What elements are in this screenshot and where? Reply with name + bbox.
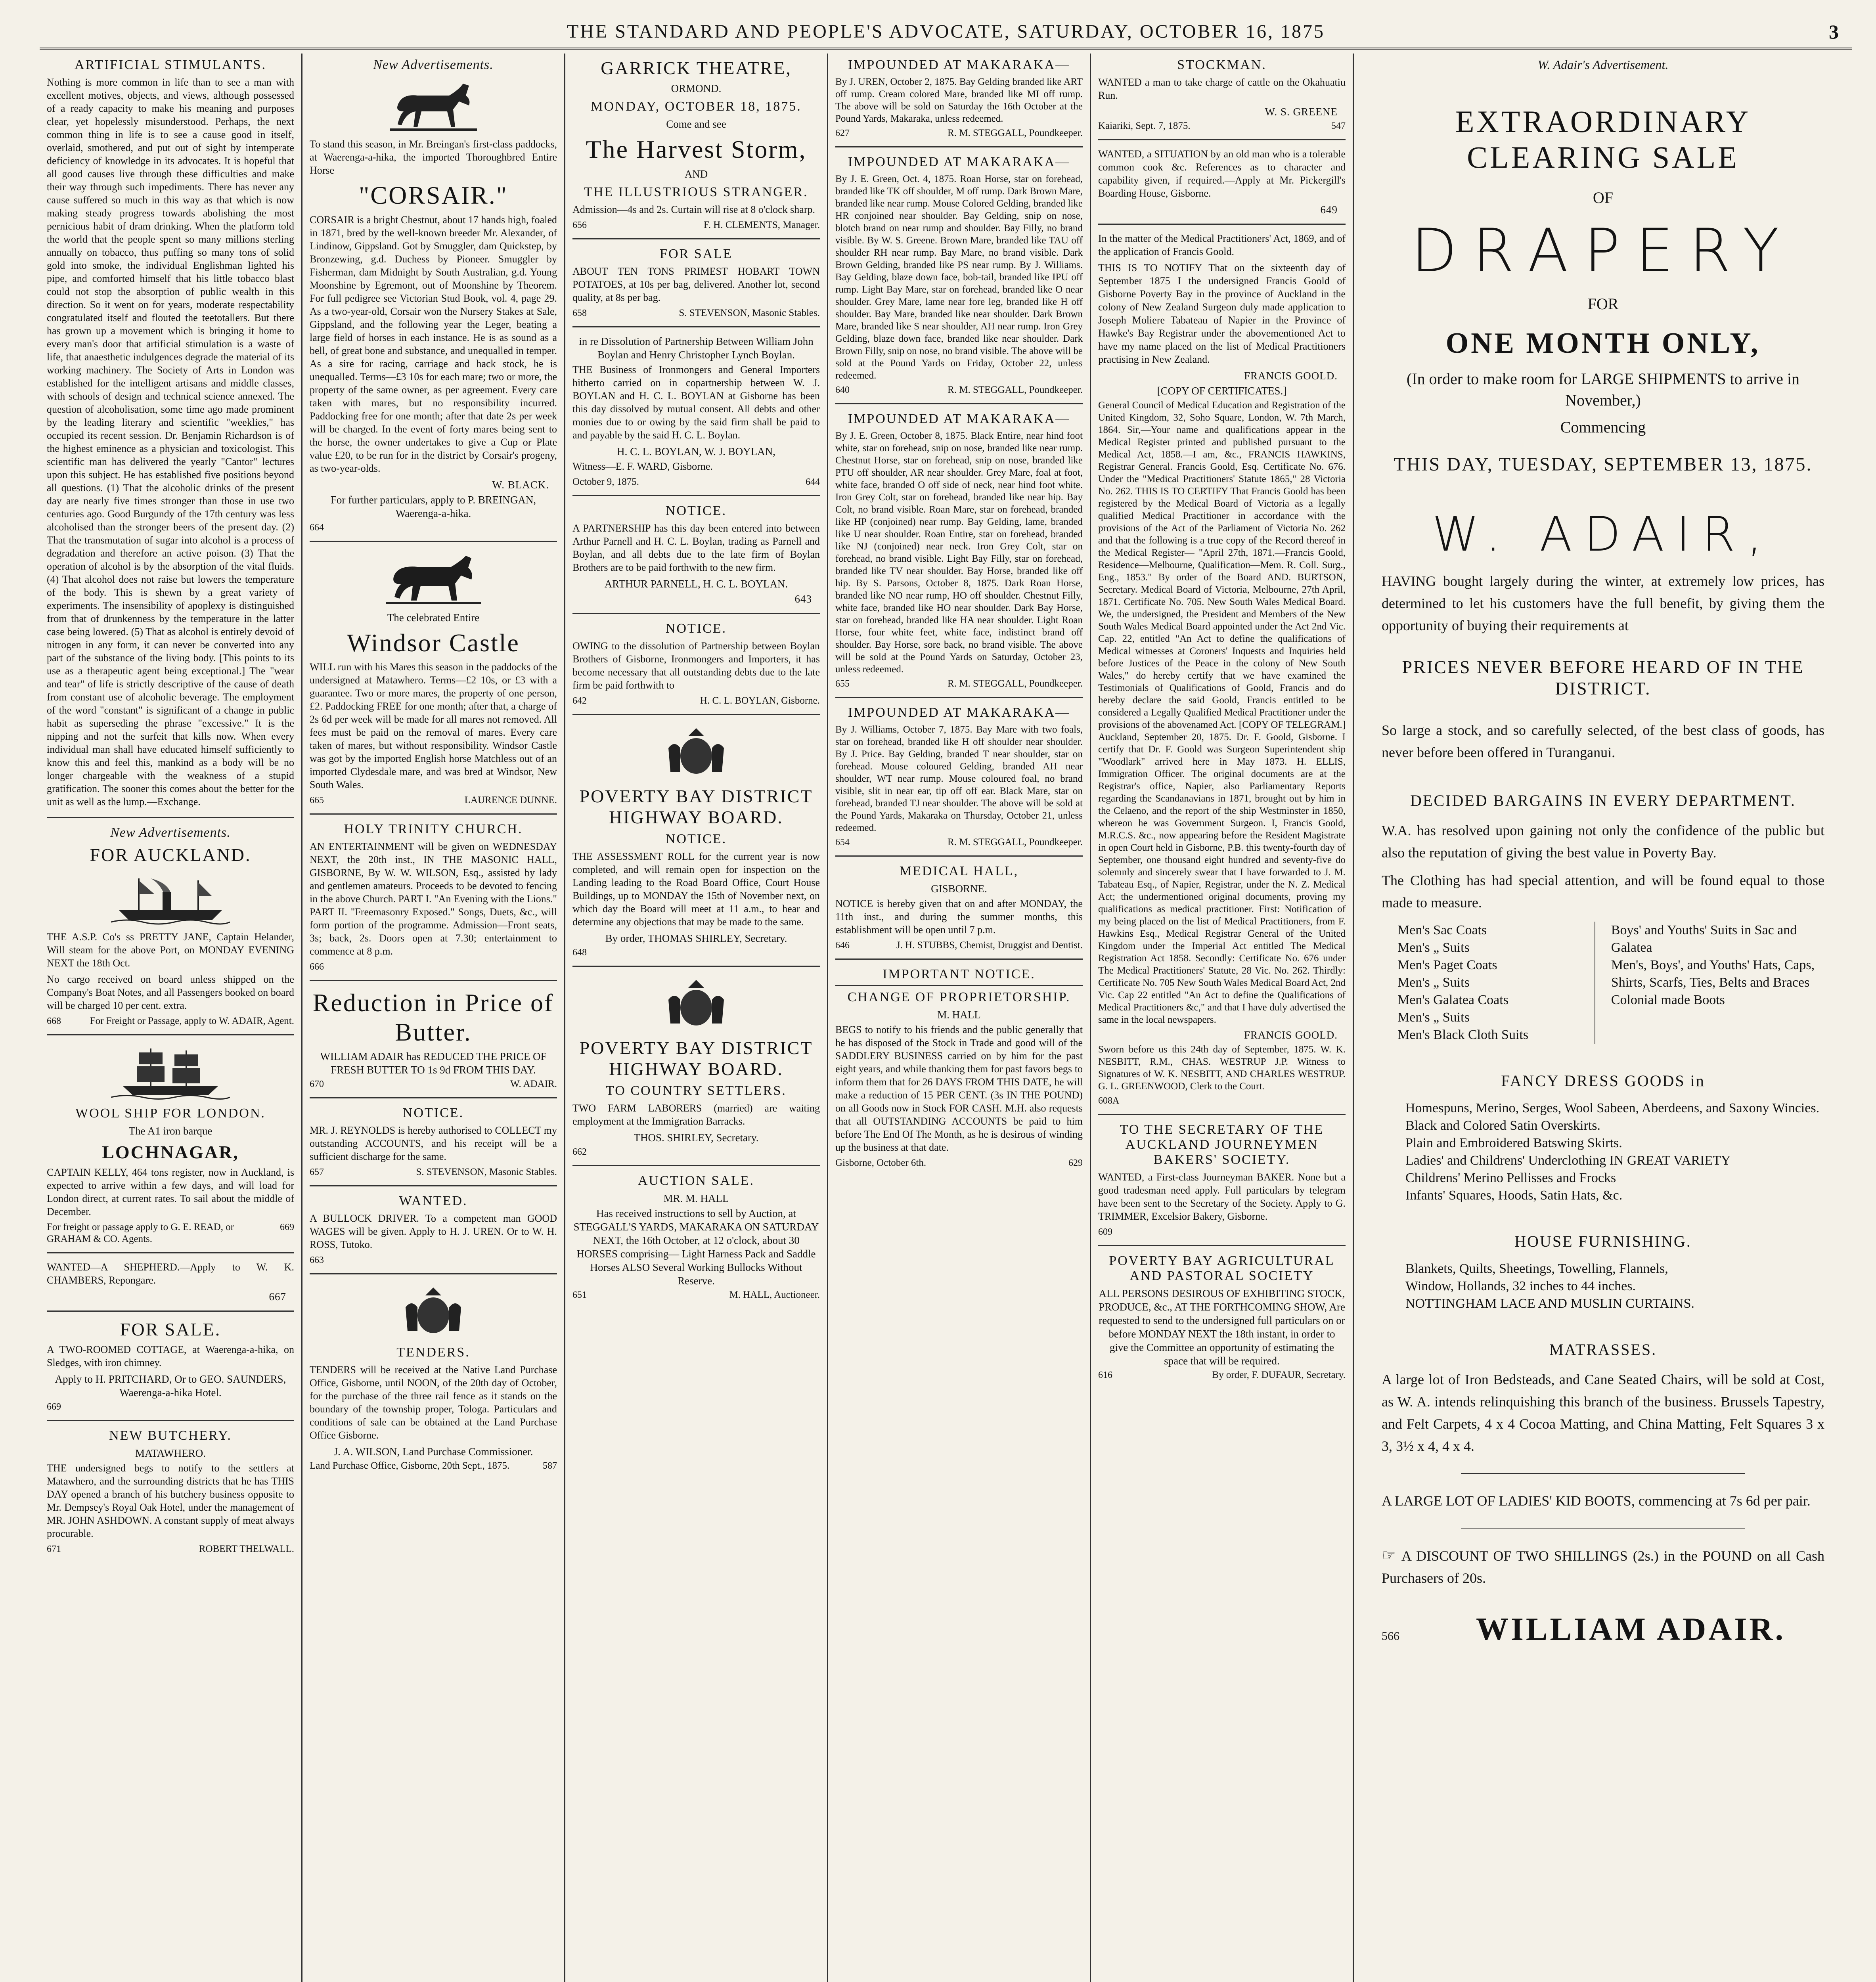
ad-number: 657 [310, 1167, 324, 1178]
steamship-icon [111, 870, 230, 926]
ad-number: 651 [572, 1289, 587, 1300]
ad-number: 616 [1098, 1370, 1112, 1380]
ad-heading: IMPOUNDED AT MAKARAKA— [848, 411, 1070, 426]
ad-footer [1098, 120, 1346, 132]
ad-body: By J. E. Green, Oct. 4, 1875. Roan Horse, star on forehead, branded like TK off shoulder, M off rump. Dark Brown Mare, branded like near rump. Mouse Colored Gelding, branded like HR conjoined near shoulder. Bay Gelding, snip on nose, blotch brand on near rump and shoulder. Bay Filly, no brand visible. By W. S. Greene. Brown Mare, branded like TAU off shoulder RH near rump. Bay Mare, no brand visible. Dark Brown Gelding, branded like PS near rump. By J. Williams. Bay Gelding, blaze down face, bob-tail, branded like IPU off rump. Light Bay Mare, star on forehead, branded like O near shoulder. Grey Mare, lame near fore leg, branded like H off shoulder. Bay Mare, branded like near shoulder. Dark Brown Mare, branded like S near shoulder, AH near rump. Iron Grey Gelding, blaze down face, branded like near shoulder. Dark Brown Filly, snip on nose, no brand visible. The above will be sold at the Pound Yards on Friday, October 22, unless redeemed. [835, 174, 1083, 381]
ad-number: 566 [1382, 1630, 1399, 1643]
adair-date: THIS DAY, TUESDAY, SEPTEMBER 13, 1875. [1394, 454, 1813, 475]
ad-heading: TO THE SECRETARY OF THE AUCKLAND JOURNEYMEN BAKERS' SOCIETY. [1120, 1122, 1324, 1167]
royal-crest-icon [637, 976, 756, 1031]
adair-final-name: WILLIAM ADAIR. [1476, 1611, 1786, 1647]
ad-heading: NOTICE. [665, 503, 727, 518]
clothing-item: Men's Black Cloth Suits [1397, 1027, 1529, 1042]
ad-body: CAPTAIN KELLY, 464 tons register, now in Auckland, is expected to arrive within a few days, and will load for London direct, at current rates. To sail about the middle of December. [47, 1167, 294, 1217]
masthead-title: THE STANDARD AND PEOPLE'S ADVOCATE, SATURDAY, OCTOBER 16, 1875 [567, 21, 1325, 42]
adair-discount-text: A DISCOUNT OF TWO SHILLINGS (2s.) in the POUND on all Cash Purchasers of 20s. [1382, 1548, 1824, 1586]
ad-signature [47, 1221, 294, 1245]
ad-note: No cargo received on board unless shipped on the Company's Boat Notes, and all Passengers booked on board will be charged 10 per cent. extra. [47, 974, 294, 1011]
ad-number: 587 [543, 1461, 557, 1471]
adair-drapery: DRAPERY [1411, 216, 1795, 285]
ad-body: WANTED—A SHEPHERD.—Apply to W. K. CHAMBERS, Repongare. [47, 1261, 294, 1286]
ad-body: WANTED, a SITUATION by an old man who is a tolerable common cook &c. References as to character and capability given, if required.—Apply at Mr. Pickergill's Boarding House, Gisborne. [1098, 148, 1346, 199]
ad-body: TWO FARM LABORERS (married) are waiting employment at the Immigration Barracks. [572, 1102, 820, 1127]
ad-body: ABOUT TEN TONS PRIMEST HOBART TOWN POTATOES, at 10s per bag, delivered. Another lot, second quality, at 8s per bag. [572, 265, 820, 303]
ad-body: BEGS to notify to his friends and the public generally that he has disposed of the Stock in Trade and good will of the SADDLERY BUSINESS carried on by him for the past eight years, and while thanking them for past favors begs to inform them that for 26 DAYS FROM THIS DATE, he will make a reduction of 15 PER CENT. (3s IN THE POUND) on all Goods now in Stock FOR CASH. M.H. also requests that all OUTSTANDING ACCOUNTS be paid to him before The End Of The Month, as he is desirous of winding up the business at that date. [835, 1024, 1083, 1153]
ad-number: 649 [1320, 204, 1338, 216]
fancy-item: Plain and Embroidered Batswing Skirts. [1405, 1136, 1622, 1150]
ad-heading: GARRICK THEATRE, [601, 58, 792, 78]
horse-icon [374, 78, 493, 133]
ad-date: October 9, 1875. [572, 476, 639, 487]
ad-number: 671 [47, 1544, 61, 1554]
adair-for: FOR [1587, 295, 1619, 313]
ad-signature [47, 1543, 294, 1555]
ad-number: 669 [47, 1402, 61, 1412]
ad-bakers-society [1098, 1122, 1346, 1246]
adair-para-2: So large a stock, and so carefully selected, of the best class of goods, has never before been offered in Turanganui. [1382, 722, 1824, 760]
ad-heading: STOCKMAN. [1177, 57, 1267, 72]
fancy-item: Homespuns, Merino, Serges, Wool Sabeen, Aberdeens, and Saxony Wincies. [1405, 1101, 1820, 1115]
ad-signature-text: For freight or passage apply to G. E. READ, or GRAHAM & CO. Agents. [47, 1222, 234, 1244]
ad-footer [1098, 1226, 1346, 1238]
steamship-cut [47, 869, 294, 928]
adair-clothing-list [1382, 922, 1824, 1044]
ad-number: 665 [310, 795, 324, 806]
fancy-item: Infants' Squares, Hoods, Satin Hats, &c. [1405, 1188, 1623, 1203]
ad-signature [572, 219, 820, 231]
ad-signature: ARTHUR PARNELL, H. C. L. BOYLAN. [604, 578, 788, 590]
ad-signature-text: ROBERT THELWALL. [199, 1544, 294, 1554]
fancy-item: Black and Colored Satin Overskirts. [1405, 1118, 1600, 1133]
ad-impounded-3 [835, 411, 1083, 698]
ad-number: 666 [310, 962, 324, 972]
ad-signature-text: R. M. STEGGALL, Poundkeeper. [948, 678, 1083, 689]
ad-number: 663 [310, 1255, 324, 1266]
sailing-ship-cut [47, 1043, 294, 1102]
columns [40, 54, 1852, 1982]
ad-wool-ship [47, 1043, 294, 1253]
ad-signature: By order, THOMAS SHIRLEY, Secretary. [605, 932, 787, 944]
ad-body: THE ASSESSMENT ROLL for the current year is now completed, and will remain open for inspection on the Landing leading to the Road Board Office, Court House Buildings, up to MONDAY the 15th of November next, on which day the Board will meet at 11 a.m., to hear and determine any objections that may be made to the same. [572, 850, 820, 928]
ad-body: OWING to the dissolution of Partnership between Boylan Brothers of Gisborne, Ironmongers and Importers, it has become necessary that all outstanding debts due to the late firm be paid forthwith to [572, 640, 820, 691]
ad-body: By J. UREN, October 2, 1875. Bay Gelding branded like ART off rump. Cream colored Mare, branded like MI off rump. The above will be sold on Saturday the 16th October at the Pound Yards, Makaraka, unless redeemed. [835, 77, 1083, 124]
ad-number: 656 [572, 220, 587, 230]
ad-and: AND [684, 168, 708, 180]
ad-footer [310, 522, 557, 534]
crest-cut [572, 722, 820, 782]
divider [835, 985, 1083, 986]
ad-for-sale-cottage [47, 1319, 294, 1421]
house-item: Window, Hollands, 32 inches to 44 inches. [1405, 1279, 1636, 1293]
ad-heading: NOTICE. [402, 1106, 464, 1121]
ad-heading: FOR AUCKLAND. [90, 845, 251, 865]
ad-number: 609 [1098, 1227, 1112, 1237]
ad-signature-text: S. STEVENSON, Masonic Stables. [416, 1167, 557, 1178]
certificates-heading: [COPY OF CERTIFICATES.] [1157, 385, 1287, 397]
ad-number: 648 [572, 947, 587, 958]
adair-of: OF [1593, 189, 1614, 207]
adair-matrasses-heading: MATRASSES. [1549, 1341, 1657, 1358]
adair-para-4: The Clothing has had special attention, and will be found equal to those made to measure. [1382, 872, 1824, 911]
house-item: NOTTINGHAM LACE AND MUSLIN CURTAINS. [1405, 1296, 1695, 1311]
ad-for-auckland [47, 844, 294, 1035]
ad-dissolution [572, 335, 820, 496]
ad-intro: To stand this season, in Mr. Breingan's first-class paddocks, at Waerenga-a-hika, the imported Thoroughbred Entire Horse [310, 138, 557, 176]
ad-date: Kaiariki, Sept. 7, 1875. [1098, 121, 1191, 131]
play-title-2: THE ILLUSTRIOUS STRANGER. [584, 184, 808, 199]
ad-body: WANTED a man to take charge of cattle on the Okahuatiu Run. [1098, 77, 1346, 101]
fancy-item: Childrens' Merino Pellisses and Frocks [1405, 1171, 1616, 1185]
adair-prices: PRICES NEVER BEFORE HEARD OF IN THE DISTRICT. [1402, 657, 1804, 698]
ad-number: 627 [835, 128, 850, 138]
ad-signature [47, 1015, 294, 1027]
column-2 [302, 54, 565, 1982]
column-4 [828, 54, 1091, 1982]
ad-signature [1098, 1369, 1346, 1381]
ad-subheading: TO COUNTRY SETTLERS. [606, 1083, 787, 1098]
ad-signature-text: By order, F. DUFAUR, Secretary. [1212, 1370, 1346, 1380]
clothing-item: Men's „ Suits [1397, 975, 1470, 990]
sailing-ship-icon [111, 1045, 230, 1100]
draught-horse-cut [310, 549, 557, 608]
ad-signature [835, 939, 1083, 951]
ad-subheading: ORMOND. [671, 82, 722, 94]
adair-name: W. ADAIR, [1432, 507, 1774, 562]
ad-notice-reynolds [310, 1106, 557, 1186]
ad-body: A BULLOCK DRIVER. To a competent man GOOD WAGES will be given. Apply to H. J. UREN. Or to W. H. ROSS, Tutoko. [310, 1213, 557, 1251]
ad-heading: POVERTY BAY AGRICULTURAL AND PASTORAL SOCIETY [1109, 1253, 1335, 1283]
ad-signature [572, 1289, 820, 1301]
ad-signature-text: F. H. CLEMENTS, Manager. [703, 219, 820, 230]
ad-wanted-shepherd [47, 1261, 294, 1312]
ad-signature-text: J. H. STUBBS, Chemist, Druggist and Dentist. [896, 940, 1083, 951]
ad-signature [572, 307, 820, 319]
adair-title: W. Adair's Advertisement. [1537, 57, 1669, 72]
ad-number: 670 [310, 1079, 324, 1090]
new-ads-heading: New Advertisements. [110, 825, 231, 840]
ad-signature [835, 384, 1083, 396]
clothing-item: Men's Paget Coats [1397, 958, 1497, 972]
ad-number: 662 [572, 1146, 587, 1157]
ad-situation-wanted [1098, 147, 1346, 225]
ad-signature [835, 678, 1083, 690]
column-5 [1091, 54, 1354, 1982]
ad-body: THE Business of Ironmongers and General Importers hitherto carried on in copartnership between W. J. BOYLAN and H. C. L. BOYLAN at Gisborne has been this day dissolved by mutual consent. All debts and other monies due to or owing by the said firm shall be paid to and payable by the said H. C. L. Boylan. [572, 363, 820, 441]
ad-body: THE undersigned begs to notify to the settlers at Matawhero, and the surrounding districts that he has THIS DAY opened a branch of his butchery business opposite to Mr. Dempsey's Royal Oak Hotel, under the management of MR. JOHN ASHDOWN. A constant supply of meat always procurable. [47, 1462, 294, 1539]
adair-matrasses-body: A large lot of Iron Bedsteads, and Cane Seated Chairs, will be sold at Cost, as W. A. intends relinquishing this branch of the business. Brussels Tapestry, and Felt Carpets, 4 x 4 Cocoa Matting, and China Matting, Felt Squares 3 x 3, 3½ x 4, 4 x 4. [1382, 1372, 1824, 1454]
article-heading: ARTIFICIAL STIMULANTS. [75, 57, 266, 72]
ad-body: WILLIAM ADAIR has REDUCED THE PRICE OF FRESH BUTTER TO 1s 9d FROM THIS DAY. [320, 1050, 547, 1076]
ad-subheading: GISBORNE. [931, 883, 987, 895]
horse-name: "CORSAIR." [359, 181, 508, 209]
ad-number: 664 [310, 522, 324, 533]
ad-garrick-theatre [572, 57, 820, 239]
ad-heading: Reduction in Price of Butter. [312, 989, 554, 1046]
divider [1461, 1473, 1745, 1474]
adair-kid-boots: A LARGE LOT OF LADIES' KID BOOTS, commencing at 7s 6d per pair. [1382, 1493, 1811, 1509]
ad-heading: IMPOUNDED AT MAKARAKA— [848, 57, 1070, 72]
adair-final [1382, 1595, 1824, 1664]
ad-signature-text: LAURENCE DUNNE. [464, 795, 557, 806]
divider [1461, 1528, 1745, 1529]
ad-number: 547 [1331, 121, 1346, 131]
adair-bargains: DECIDED BARGAINS IN EVERY DEPARTMENT. [1410, 792, 1796, 809]
ad-come: Come and see [666, 118, 726, 130]
ad-heading: MEDICAL HALL, [899, 864, 1019, 878]
ad-apply: For further particulars, apply to P. BREINGAN, Waerenga-a-hika. [330, 494, 536, 519]
ad-signature-text: R. M. STEGGALL, Poundkeeper. [948, 837, 1083, 848]
ad-signature: W. S. GREENE [1265, 106, 1338, 118]
ad-agricultural-society [1098, 1253, 1346, 1388]
ad-signature [310, 794, 557, 806]
ad-footer [572, 947, 820, 958]
horse-cut [310, 76, 557, 135]
ad-heading: in re Dissolution of Partnership Between William John Boylan and Henry Christopher Lynch Boylan. [579, 335, 814, 361]
ad-butter [310, 988, 557, 1098]
clothing-item: Men's Sac Coats [1397, 923, 1487, 937]
adair-house-heading: HOUSE FURNISHING. [1514, 1232, 1692, 1250]
ad-footer [310, 961, 557, 973]
clothing-item: Men's Galatea Coats [1397, 993, 1508, 1007]
ad-subheading: NOTICE. [665, 831, 727, 846]
ad-signature-text: W. ADAIR. [510, 1079, 557, 1090]
ad-medical-hall [835, 864, 1083, 960]
ad-notice-partnership [572, 503, 820, 614]
ad-footer [310, 1254, 557, 1266]
ad-potatoes [572, 247, 820, 327]
ad-witness: Witness—E. F. WARD, Gisborne. [572, 460, 713, 472]
ad-signature [835, 127, 1083, 139]
ad-auction-sale [572, 1173, 820, 1308]
ad-heading: AUCTION SALE. [638, 1173, 754, 1188]
ad-footer [47, 1401, 294, 1413]
ad-subheading: The A1 iron barque [128, 1125, 212, 1137]
ad-signature: W. BLACK. [492, 478, 549, 491]
adair-paren: (In order to make room for LARGE SHIPMENTS to arrive in November,) [1407, 370, 1799, 409]
page-number: 3 [1829, 21, 1840, 43]
article-body: Nothing is more common in life than to see a man with excellent motives, objects, and views, although possessed of a ready capacity to make his meaning and purposes clear, yet hopelessly misunderstood. Perhaps, the next common thing in life is to see a cause good in itself, overlaid, smothered, and put out of sight by intemperate deficiency of knowledge in its advocates. It is hopeful that all good causes live through these difficulties and make their way through such impediments. There has never any cause suffered so much in this way as that which is now making steady progress towards abolishing the most pernicious habit of dram drinking. When the platform told the world that the people spent so many millions sterling annually on tobacco, thus puffing so many tons of solid gold into smoke, the individual Englishman lighted his pipe, and comforted himself that his little tobacco blast could not stop the absorption of public wealth in this direction. So it went on for years, moderate respectability congratulated itself and flouted the teetotallers. But there has grown up a movement which is bringing it home to every man's door that artificial stimulation is a waste of life, that anaesthetic indulgences degrade the material of its working machinery. The Society of Arts in London was established for the intelligent artisans and middle classes, with schools of design and technical science annexed. The question of alcoholisation, some time ago made prominent by the leading literary and scientific "weeklies," has occupied its recent session. Dr. Benjamin Richardson is of the highest eminence as a physician and toxicologist. This scientific man has delivered the yearly "Cantor" lectures upon this subject. He has established five positions beyond all questions. (1) That the alcoholic drinks of the present day are nearly five times stronger than those in use two centuries ago. Good Burgundy of the 17th century was less alcoholised than the stronger beers of the present day. (2) That the transmutation of sugar into alcohol is a process of degradation and therefore an active poison. (3) That the operation of alcohol is by the absorption of the vital fluids. (4) That alcohol does not raise but lowers the temperature of the body. This is shewn by a great variety of experiments. The insensibility of apoplexy is distinguished from that of drunkenness by the temperature in the latter case being lowered. (5) That as alcohol is entirely devoid of nitrogen in any form, it can never be converted into any part of the substance of the living body. [This points to its use as a therapeutic agent being exceptional.] The "wear and tear" of life is strictly descriptive of the cause of death from constant use of alcoholic beverage. The employment of the word "constant" is significant of a change in public habit as superseding the phrase "excessive." It is the nipping and not the surfeit that kills now. When every individual man shall have educated himself sufficiently to know this and feel this, mankind as a body will be no longer chargeable with the weakness of a stupid gratification. The sooner this comes about the better for the unit as well as the lump.—Exchange. [47, 77, 294, 807]
crest-cut [310, 1282, 557, 1341]
ad-intro: The celebrated Entire [387, 611, 480, 624]
ad-body: Has received instructions to sell by Auction, at STEGGALL'S YARDS, MAKARAKA ON SATURDAY NEXT, the 16th October, at 12 o'clock, about 30 HORSES comprising— Light Harness Pack and Saddle Horses ALSO Several Working Bullocks Without Reserve. [573, 1207, 819, 1287]
clothing-item: Boys' and Youths' Suits in Sac and Galatea [1611, 923, 1797, 955]
ad-signature-text: R. M. STEGGALL, Poundkeeper. [948, 385, 1083, 395]
clothing-item: Men's „ Suits [1397, 1010, 1470, 1025]
ad-footer [835, 1157, 1083, 1169]
play-title-1: The Harvest Storm, [586, 135, 807, 163]
crest-cut [572, 974, 820, 1033]
ad-body: TENDERS will be received at the Native Land Purchase Office, Gisborne, until NOON, of the 20th day of October, for the purchase of the three rail fence as it stands on the boundary of the township proper, Tologa. Particulars and conditions of sale can be obtained at the Land Purchase Office Gisborne. [310, 1364, 557, 1441]
ad-heading: NOTICE. [665, 621, 727, 636]
ad-heading: TENDERS. [396, 1345, 470, 1360]
royal-crest-icon [637, 724, 756, 780]
ad-holy-trinity [310, 822, 557, 981]
ad-signature-text: For Freight or Passage, apply to W. ADAIR, Agent. [90, 1016, 294, 1026]
ad-heading: POVERTY BAY DISTRICT HIGHWAY BOARD. [579, 1037, 813, 1079]
adair-para-1: HAVING bought largely during the winter, at extremely low prices, has determined to let his customers have the full benefit, by giving them the opportunity of buying their requirements at [1382, 573, 1824, 633]
clothing-list-left [1382, 922, 1595, 1044]
ad-admission: Admission—4s and 2s. Curtain will rise at 8 o'clock sharp. [572, 203, 815, 215]
ad-heading: CHANGE OF PROPRIETORSHIP. [847, 990, 1071, 1004]
certificates-body: General Council of Medical Education and Registration of the United Kingdom, 32, Soho Square, London, W. 7th March, 1864. Sir,—Your name and qualifications appear in the Medical Register printed and published pursuant to the Medical Act, 1858.—I am, &c., FRANCIS HAWKINS, Registrar General. Francis Goold, Esq. Certificate No. 676. Under the "Medical Practitioners' Statute 1865," 28 Victoria No. 262. THIS IS TO CERTIFY That Francis Goold has been registered by the Medical Board of Victoria as a legally qualified Medical Practitioner in accordance with the provisions of the Act of the Parliament of Victoria No. 262 and that the following is a true copy of the Record thereof in the Medical Register— "April 27th, 1871.—Francis Goold, Residence—Melbourne, Qualification—Mem. R. Coll. Surg., Eng., 1853." By order of the Board AND. BURTSON, Secretary. Medical Board of Victoria, Melbourne, 27th April, 1871. Certificate No. 705. New South Wales Medical Board. We, the undersigned, the President and Members of the New South Wales Medical Board appointed under the Act 2nd Vic. Cap. 22, entitled "An Act to define the qualifications of Medical witnesses at Coroners' Inquests and Inquiries held before Justices of the Peace in the colony of New South Wales," do hereby certify that we have examined the Testimonials of Qualifications of Goold, Francis and do hereby declare the said Goold, Francis entitled to be considered a Legally Qualified Medical Practitioner under the provisions of the abovenamed Act. [COPY OF TELEGRAM.] Auckland, September 20, 1875. Dr. F. Goold, Gisborne. I certify that Dr. F. Goold was Surgeon Superintendent ship "Woodlark" arrived here in May 1873. H. ELLIS, Immigration Officer. The original documents are at the Registrar's office, Napier, also Parliamentary Reports regarding the Scandanavians in 1871, brought out by him in the Celaeno, and the report of the ship Westminster in 1850, whereon he was Government Surgeon. I, Francis Goold, M.R.C.S. &c., now appearing before the Resident Magistrate in open Court held in Gisborne, P.B. this twenty-fourth day of September, one thousand eight hundred and seventy-five do solemnly and sincerely swear that I have forwarded to J. M. Tabateau Esq., of Napier, Registrar, under the N. Z. Medical Act; the undermentioned original documents, proving my qualifications as medical practitioner. First: Notification of my being placed on the list of Medical Practitioners, from F. Hawkins Esq., Medical Registrar General of the United Kingdom under the Imperial Act entitled The Medical Registration Act 1858. Secondly: Certificate No. 676 under The Medical Practitioners' Statute, 28 Vic. No. 262. Thirdly: Certificate No. 705 New South Wales Medical Board Act, 2nd Vic. Cap 22 entitled "An Act to define the Qualifications of Medical Practitioners &c," and that I have duly advertised the same in the local newspapers. [1098, 400, 1346, 1025]
adair-headline: EXTRAORDINARY CLEARING SALE [1455, 104, 1751, 174]
clothing-item: Colonial made Boots [1611, 993, 1725, 1007]
ad-heading: WOOL SHIP FOR LONDON. [75, 1106, 266, 1121]
ad-highway-board-settlers [572, 974, 820, 1166]
adair-house-list [1382, 1260, 1824, 1312]
ad-signature: THOS. SHIRLEY, Secretary. [634, 1131, 759, 1144]
ad-footer [572, 1146, 820, 1158]
clothing-item: Men's „ Suits [1397, 940, 1470, 955]
ad-heading: HOLY TRINITY CHURCH. [344, 822, 523, 837]
clothing-item: Men's, Boys', and Youths' Hats, Caps, Shirts, Scarfs, Ties, Belts and Braces [1611, 958, 1815, 990]
ad-number: 668 [47, 1016, 61, 1026]
ad-body: THIS IS TO NOTIFY That on the sixteenth day of September 1875 I the undersigned Francis Goold of Gisborne Poverty Bay in the province of Auckland in the colony of New Zealand Surgeon duly made application to Joseph Moliere Tabateau of Napier in the Province of Hawke's Bay Registrar under the abovementioned Act to have my name placed on the list of Medical Practitioners practising in New Zealand. [1098, 262, 1346, 365]
ad-subheading: M. HALL [937, 1009, 981, 1021]
adair-commencing: Commencing [1560, 418, 1646, 436]
royal-crest-icon [374, 1284, 493, 1339]
ad-number: 654 [835, 837, 850, 848]
ad-number: 642 [572, 695, 587, 706]
house-item: Blankets, Quilts, Sheetings, Towelling, Flannels, [1405, 1261, 1668, 1276]
article-stimulants [47, 57, 294, 818]
new-ads-heading: New Advertisements. [373, 57, 494, 72]
ad-body: MR. J. REYNOLDS is hereby authorised to COLLECT my outstanding ACCOUNTS, and his receipt will be a sufficient discharge for the same. [310, 1125, 557, 1163]
ad-heading-important: IMPORTANT NOTICE. [882, 967, 1036, 981]
adair-one-month: ONE MONTH ONLY, [1445, 327, 1761, 360]
ad-number: 646 [835, 940, 850, 951]
clothing-list-right [1595, 922, 1824, 1044]
ad-impounded-2 [835, 155, 1083, 404]
fancy-item: Ladies' and Childrens' Underclothing IN GREAT VARIETY [1405, 1153, 1731, 1168]
ad-intro: In the matter of the Medical Practitioners' Act, 1869, and of the application of Francis Goold. [1098, 233, 1346, 257]
ad-notice-debts [572, 621, 820, 715]
adair-discount [1382, 1544, 1824, 1589]
ad-number: 608A [1098, 1096, 1120, 1106]
ad-body: A TWO-ROOMED COTTAGE, at Waerenga-a-hika, on Sledges, with iron chimney. [47, 1344, 294, 1368]
ad-body: WILL run with his Mares this season in the paddocks of the undersigned at Matawhero. Terms—£2 10s, or £3 with a guarantee. Two or more mares, the property of one person, £2. Paddocking FREE for one month; after that, a charge of 2s 6d per week will be made for all mares not removed. All fees must be paid on the removal of mares. Every care taken of mares, but without responsibility. Windsor Castle was got by the imported English horse Matchless out of an imported Clydesdale mare, and was bred at Windsor, New South Wales. [310, 661, 557, 791]
ad-tenders [310, 1282, 557, 1479]
ad-subheading: MATAWHERO. [135, 1447, 206, 1459]
ad-signature [310, 1078, 557, 1090]
ad-corsair [310, 76, 557, 542]
ad-signature [572, 695, 820, 707]
ad-signature-text: M. HALL, Auctioneer. [729, 1289, 820, 1300]
certificates-signature: FRANCIS GOOLD. [1244, 1029, 1338, 1041]
ad-body: ALL PERSONS DESIROUS OF EXHIBITING STOCK, PRODUCE, &c., AT THE FORTHCOMING SHOW, Are requested to send to the undersigned full particulars on or before MONDAY NEXT the 18th instant, in order to give the Committee an opportunity of estimating the space that will be required. [1099, 1288, 1345, 1367]
sworn-statement: Sworn before us this 24th day of September, 1875. W. K. NESBITT, R.M., CHAS. WESTRUP J.P. Witness to Signatures of W. K. NESBITT, AND CHARLES WESTRUP. G. L. GREENWOOD, Clerk to the Court. [1098, 1044, 1346, 1092]
ad-signature-text: S. STEVENSON, Masonic Stables. [679, 307, 820, 318]
column-1 [40, 54, 302, 1982]
ad-stockman [1098, 57, 1346, 140]
ad-impounded-1 [835, 57, 1083, 147]
ad-number: 658 [572, 308, 587, 318]
ad-change-proprietorship [835, 967, 1083, 1176]
ad-footer [572, 476, 820, 488]
ad-signature: H. C. L. BOYLAN, W. J. BOYLAN, [617, 445, 775, 457]
ad-number: 655 [835, 679, 850, 689]
ad-signature-text: R. M. STEGGALL, Poundkeeper. [948, 128, 1083, 138]
ad-heading: POVERTY BAY DISTRICT HIGHWAY BOARD. [579, 786, 813, 827]
ad-heading: IMPOUNDED AT MAKARAKA— [848, 705, 1070, 720]
ad-body: NOTICE is hereby given that on and after MONDAY, the 11th inst., and during the summer months, this establishment will be open until 7 p.m. [835, 898, 1083, 936]
ad-number: 640 [835, 385, 850, 395]
ad-body: THE A.S.P. Co's ss PRETTY JANE, Captain Helander, Will steam for the above Port, on MONDAY EVENING NEXT the 18th Oct. [47, 931, 294, 969]
ad-body: A PARTNERSHIP has this day been entered into between Arthur Parnell and H. C. L. Boylan, trading as Parnell and Boylan, and all debts due to the late firm of Boylan Brothers are to be paid forthwith to the new firm. [572, 522, 820, 573]
ship-name: LOCHNAGAR, [102, 1142, 239, 1162]
horse-name: Windsor Castle [347, 628, 520, 657]
ad-highway-board-roll [572, 722, 820, 967]
adair-fancy-list [1382, 1100, 1824, 1204]
ad-number: 643 [794, 593, 812, 605]
ad-date: Land Purchase Office, Gisborne, 20th Sept., 1875. [310, 1460, 510, 1471]
ad-impounded-4 [835, 705, 1083, 857]
ad-number: 629 [1068, 1158, 1083, 1168]
ad-wanted-bullock [310, 1194, 557, 1274]
ad-heading: IMPOUNDED AT MAKARAKA— [848, 155, 1070, 169]
ad-number: 669 [280, 1222, 294, 1232]
ad-date: MONDAY, OCTOBER 18, 1875. [591, 99, 802, 114]
ad-heading: FOR SALE. [120, 1319, 221, 1339]
ad-footer [310, 1460, 557, 1472]
ad-medical-practitioners [1098, 232, 1346, 1115]
ad-body: WANTED, a First-class Journeyman BAKER. None but a good tradesman need apply. Full particulars by telegram have been sent to the Secretary of the Society. Apply to G. TRIMMER, Excelsior Bakery, Gisborne. [1098, 1171, 1346, 1222]
adair-fancy-heading: FANCY DRESS GOODS in [1501, 1072, 1705, 1090]
ad-date: Gisborne, October 6th. [835, 1157, 927, 1168]
ad-body: By J. E. Green, October 8, 1875. Black Entire, near hind foot white, star on forehead, snip on nose, branded like near rump. Chestnut Horse, star on forehead, snip on nose, branded like PTU off shoulder, AR near shoulder. Grey Mare, foal at foot, white face, branded O off side of neck, near hind foot white. Iron Grey Colt, star on forehead, branded like near hip. Bay Colt, no brand visible. Roan Mare, star on forehead, branded like HP (conjoined) near rump. Bay Gelding, lame, branded like U near shoulder. Roan Entire, star on forehead, branded like NJ (conjoined) near neck. Iron Grey Colt, star on forehead, no brand visible. Light Bay Filly, star on forehead, branded like TV near shoulder. Bay Horse, branded like off hip. By S. Parsons, October 8, 1875. Dark Roan Horse, branded like NO near rump, HO off shoulder. Chestnut Filly, white face, branded like HO near shoulder. Dark Bay Horse, star on forehead, branded like HA near shoulder. Light Roan Horse, four white feet, white face, indistinct brand off shoulder. Bay Horse, sore back, no brand visible. The above will be sold at the Pound Yards on Saturday, October 23, unless redeemed. [835, 430, 1083, 675]
ad-heading: WANTED. [399, 1194, 468, 1209]
ad-signature: Apply to H. PRITCHARD, Or to GEO. SAUNDERS, Waerenga-a-hika Hotel. [55, 1373, 286, 1398]
ad-number: 644 [806, 476, 820, 487]
ad-signature: J. A. WILSON, Land Purchase Commissioner. [333, 1446, 533, 1458]
adair-advertisement [1354, 54, 1852, 1982]
ad-number: 667 [269, 1291, 286, 1303]
ad-heading: FOR SALE [660, 246, 733, 261]
ad-signature [310, 1166, 557, 1178]
ad-body: AN ENTERTAINMENT will be given on WEDNESDAY NEXT, the 20th inst., IN THE MASONIC HALL, GISBORNE, By W. W. WILSON, Esq., assisted by lady and gentlemen amateurs. Proceeds to be devoted to fencing in the above Church. PART I. "An Evening with the Lions." PART II. "Freemasonry Exposed." Songs, Duets, &c., will form portion of the programme. Admission—Front seats, 3s; back, 2s. Doors open at 7.30; entertainment to commence at 8 p.m. [310, 841, 557, 957]
ad-signature: FRANCIS GOOLD. [1244, 370, 1338, 382]
ad-body: CORSAIR is a bright Chestnut, about 17 hands high, foaled in 1871, bred by the well-known breeder Mr. Alexander, of Lindinow, Gippsland. Got by Smuggler, dam Quickstep, by Bronzewing, g.d. Duchess by Pioneer. Smuggler by Fisherman, dam Midnight by South Australian, g.d. Young Moonshine by Egremont, out of Moonshine by Theorem. For full pedigree see Victorian Stud Book, vol. 4, page 29. As a two-year-old, Corsair won the Nursery Stakes at Sale, Gippsland, and the following year the Leger, beating a large field of horses in each instance. He is as sound as a bell, of great bone and substance, and unequalled in temper. As a sire for racing, carriage and hack stock, he is unequalled. Terms—£3 10s for each mare; two or more, the property of the same owner, as per agreement. Every care taken with mares, but no responsibility incurred. Paddocking free for one month; after that date 2s per week will be charged. In the event of forty mares being sent to the horse, the owner undertakes to give a Cup or Plate value £20, to be run for in the district by Corsair's progeny, as two-year-olds. [310, 214, 557, 474]
ad-heading: NEW BUTCHERY. [109, 1428, 232, 1443]
column-3 [565, 54, 828, 1982]
masthead [40, 16, 1852, 50]
ad-new-butchery [47, 1428, 294, 1562]
pointing-hand-icon: ☞ [1382, 1546, 1401, 1564]
ad-footer [1098, 1095, 1346, 1107]
ad-body: By J. Williams, October 7, 1875. Bay Mare with two foals, star on forehead, branded like H off shoulder near shoulder. By J. Price. Bay Gelding, branded T near shoulder, star on forehead. Mouse coloured Gelding, branded AH near shoulder, WT near rump. Mouse coloured foal, no brand visible, slit in near ear, tip off off ear. Black Mare, star on forehead, branded TJ near shoulder. The above will be sold at the Pound Yards, Makaraka on Thursday, October 21, unless redeemed. [835, 724, 1083, 833]
adair-para-3: W.A. has resolved upon gaining not only the confidence of the public but also the reputation of giving the best value in Poverty Bay. [1382, 823, 1824, 861]
ad-windsor-castle [310, 549, 557, 815]
ad-signature [835, 836, 1083, 848]
ad-subheading: MR. M. HALL [663, 1192, 729, 1204]
draught-horse-icon [374, 551, 493, 606]
ad-signature-text: H. C. L. BOYLAN, Gisborne. [700, 695, 820, 706]
